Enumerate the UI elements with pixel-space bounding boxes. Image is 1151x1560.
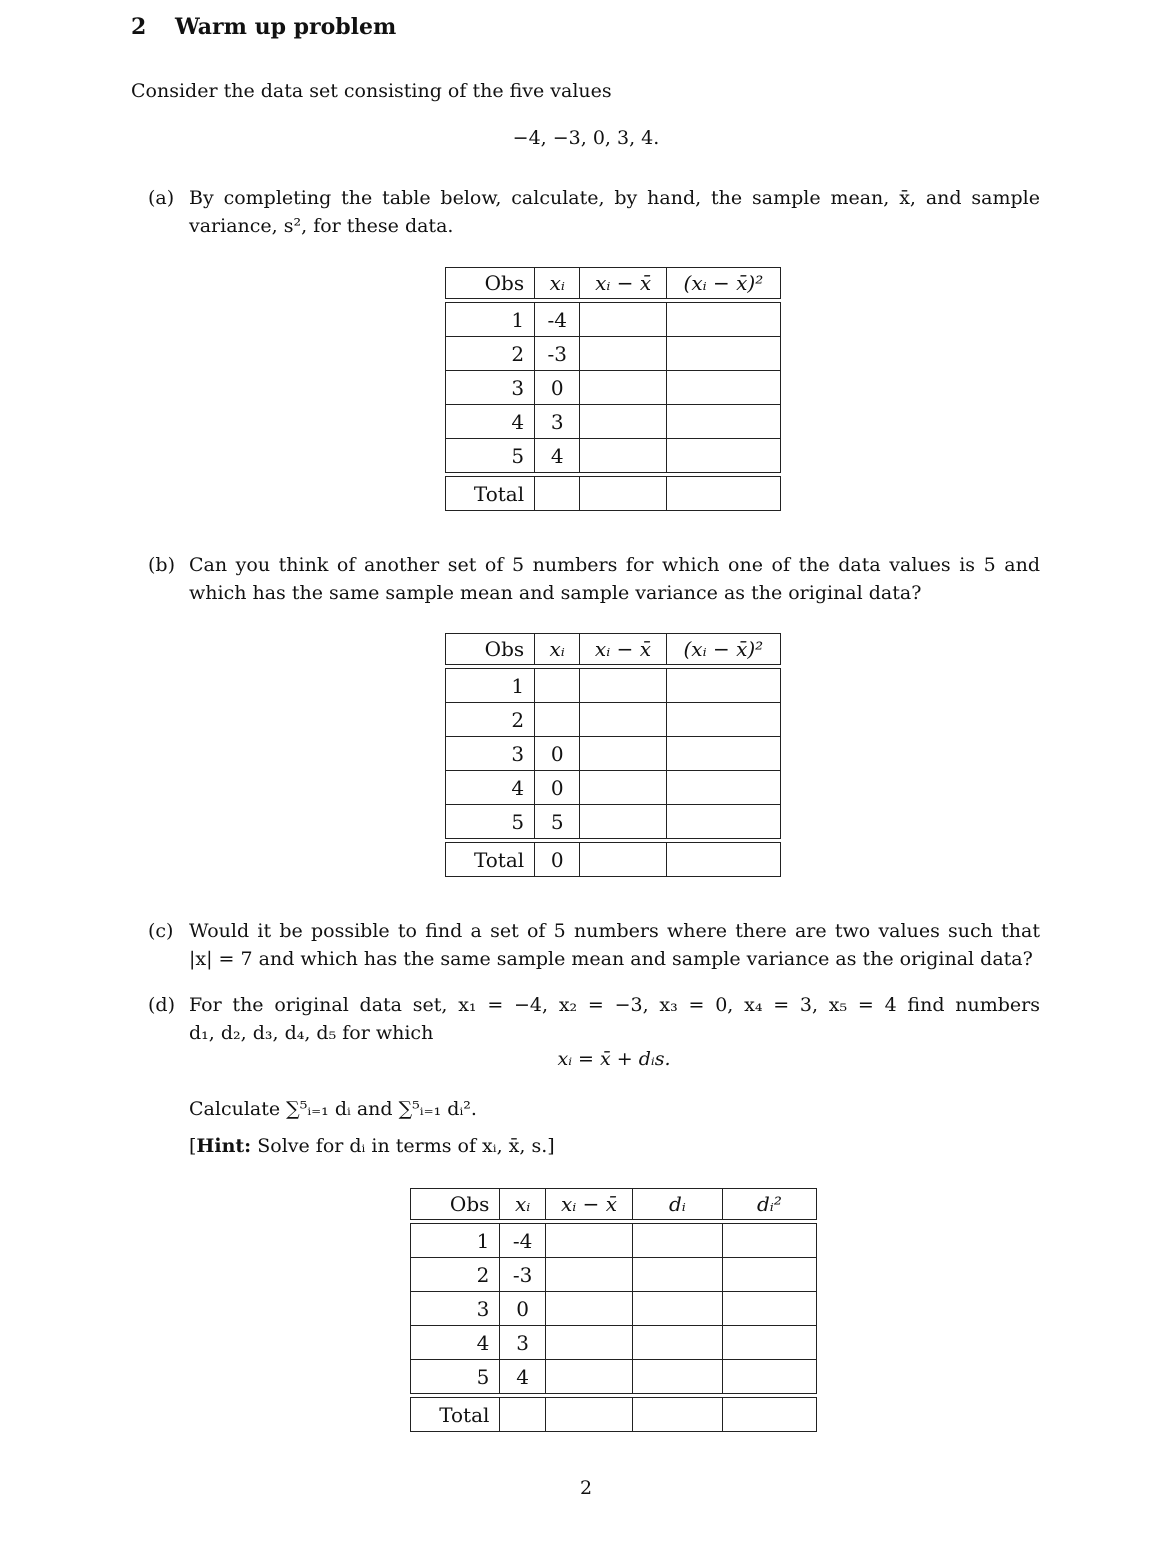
table-cell — [666, 303, 780, 337]
header-cell: xᵢ − x̄ — [580, 634, 666, 665]
table-b — [445, 633, 781, 877]
table-cell — [666, 805, 780, 839]
table-cell — [666, 337, 780, 371]
table-cell — [545, 1258, 632, 1292]
table-row — [411, 1292, 817, 1326]
table-cell — [580, 477, 666, 511]
table-cell: 4 — [411, 1326, 500, 1360]
table-cell: 3 — [535, 405, 580, 439]
table-cell: 0 — [535, 771, 580, 805]
table-cell — [580, 405, 666, 439]
header-cell: Obs — [411, 1189, 500, 1220]
part-c-line1: Would it be possible to find a set of 5 numbers where there are two values such that — [189, 920, 1040, 942]
table-cell: 0 — [535, 843, 580, 877]
table-d — [410, 1188, 817, 1432]
part-b-line2: which has the same sample mean and sample variance as the original data? — [189, 582, 922, 604]
table-cell — [722, 1326, 816, 1360]
table-cell — [580, 805, 666, 839]
table-cell — [632, 1398, 722, 1432]
table-cell — [545, 1326, 632, 1360]
table-cell — [632, 1326, 722, 1360]
page-number: 2 — [579, 1477, 593, 1499]
table-cell — [580, 439, 666, 473]
part-b-label: (b) — [148, 554, 175, 576]
table-cell: -4 — [535, 303, 580, 337]
part-d-calculate: Calculate ∑⁵ᵢ₌₁ dᵢ and ∑⁵ᵢ₌₁ dᵢ². — [189, 1098, 477, 1120]
table-cell — [580, 771, 666, 805]
table-total-row — [411, 1398, 817, 1432]
table-cell: 1 — [446, 303, 535, 337]
table-row — [446, 737, 781, 771]
table-cell: 0 — [535, 371, 580, 405]
table-cell — [535, 477, 580, 511]
table-cell: 4 — [446, 405, 535, 439]
table-cell — [666, 843, 780, 877]
table-cell: 5 — [446, 439, 535, 473]
part-b-text — [189, 551, 1040, 607]
table-cell — [722, 1398, 816, 1432]
table-row — [446, 405, 781, 439]
table-cell — [632, 1258, 722, 1292]
table-cell — [722, 1224, 816, 1258]
part-a-line2: variance, s², for these data. — [189, 215, 454, 237]
table-cell: 1 — [446, 669, 535, 703]
table-cell: 0 — [500, 1292, 546, 1326]
table-cell — [545, 1292, 632, 1326]
part-a-label: (a) — [148, 187, 175, 209]
table-cell — [535, 669, 580, 703]
table-cell: -3 — [500, 1258, 546, 1292]
table-row — [411, 1224, 817, 1258]
table-total-row — [446, 843, 781, 877]
table-cell — [666, 703, 780, 737]
table-cell: 4 — [446, 771, 535, 805]
header-cell: (xᵢ − x̄)² — [666, 268, 780, 299]
part-d-text — [189, 991, 1040, 1047]
table-header-row — [411, 1189, 817, 1220]
table-row — [411, 1326, 817, 1360]
part-d-hint: [Hint: Solve for dᵢ in terms of xᵢ, x̄, s.] — [189, 1135, 555, 1157]
table-cell: 3 — [446, 371, 535, 405]
part-d-line2: d₁, d₂, d₃, d₄, d₅ for which — [189, 1022, 434, 1044]
table-cell — [580, 737, 666, 771]
part-d-line1: For the original data set, x₁ = −4, x₂ = −3, x₃ = 0, x₄ = 3, x₅ = 4 find numbers — [189, 994, 1040, 1016]
table-cell — [722, 1360, 816, 1394]
header-cell: xᵢ — [500, 1189, 546, 1220]
table-row — [446, 439, 781, 473]
table-cell — [545, 1360, 632, 1394]
part-a-line1: By completing the table below, calculate, by hand, the sample mean, x̄, and sample — [189, 187, 1040, 209]
table-cell — [722, 1258, 816, 1292]
header-cell: Obs — [446, 634, 535, 665]
table-cell — [666, 477, 780, 511]
header-cell: xᵢ − x̄ — [545, 1189, 632, 1220]
table-cell: 2 — [411, 1258, 500, 1292]
header-cell: dᵢ — [632, 1189, 722, 1220]
table-cell: 5 — [411, 1360, 500, 1394]
table-cell — [500, 1398, 546, 1432]
table-cell: -4 — [500, 1224, 546, 1258]
table-cell — [580, 337, 666, 371]
table-row — [411, 1360, 817, 1394]
intro-text: Consider the data set consisting of the five values — [131, 80, 612, 102]
table-cell — [580, 843, 666, 877]
table-row — [411, 1258, 817, 1292]
table-cell — [666, 371, 780, 405]
table-cell: 3 — [500, 1326, 546, 1360]
intro-values: −4, −3, 0, 3, 4. — [512, 127, 660, 149]
table-cell: 3 — [411, 1292, 500, 1326]
table-cell: -3 — [535, 337, 580, 371]
header-cell: dᵢ² — [722, 1189, 816, 1220]
table-cell — [535, 703, 580, 737]
table-cell: 4 — [535, 439, 580, 473]
table-cell: 2 — [446, 703, 535, 737]
table-row — [446, 337, 781, 371]
header-cell: xᵢ — [535, 634, 580, 665]
table-cell — [580, 703, 666, 737]
table-cell: 5 — [446, 805, 535, 839]
hint-text: Solve for dᵢ in terms of xᵢ, x̄, s. — [257, 1135, 548, 1157]
table-cell: Total — [446, 843, 535, 877]
table-cell: Total — [446, 477, 535, 511]
table-cell: 4 — [500, 1360, 546, 1394]
section-title: Warm up problem — [175, 14, 397, 40]
part-d-equation: xᵢ = x̄ + dᵢs. — [557, 1048, 671, 1070]
table-cell — [545, 1398, 632, 1432]
table-row — [446, 371, 781, 405]
table-cell — [666, 669, 780, 703]
table-row — [446, 703, 781, 737]
table-cell — [580, 371, 666, 405]
table-header-row — [446, 634, 781, 665]
part-c-label: (c) — [148, 920, 174, 942]
table-cell — [666, 439, 780, 473]
table-cell — [580, 303, 666, 337]
table-cell — [666, 737, 780, 771]
table-total-row — [446, 477, 781, 511]
table-cell — [666, 771, 780, 805]
table-cell — [545, 1224, 632, 1258]
table-a — [445, 267, 781, 511]
table-cell — [632, 1224, 722, 1258]
header-cell: (xᵢ − x̄)² — [666, 634, 780, 665]
header-cell: xᵢ — [535, 268, 580, 299]
table-row — [446, 669, 781, 703]
part-c-line2: |x| = 7 and which has the same sample mean and sample variance as the original data? — [189, 948, 1033, 970]
part-b-line1: Can you think of another set of 5 numbers for which one of the data values is 5 and — [189, 554, 1040, 576]
table-header-row — [446, 268, 781, 299]
table-cell: 2 — [446, 337, 535, 371]
hint-label: Hint: — [196, 1135, 252, 1157]
table-row — [446, 303, 781, 337]
header-cell: Obs — [446, 268, 535, 299]
part-a-text — [189, 184, 1040, 240]
table-cell: 5 — [535, 805, 580, 839]
table-cell — [722, 1292, 816, 1326]
table-cell — [632, 1360, 722, 1394]
table-row — [446, 771, 781, 805]
table-cell: Total — [411, 1398, 500, 1432]
table-cell: 3 — [446, 737, 535, 771]
section-number: 2 — [131, 14, 147, 40]
table-cell — [632, 1292, 722, 1326]
table-cell — [580, 669, 666, 703]
part-c-text — [189, 917, 1040, 973]
table-cell: 0 — [535, 737, 580, 771]
table-cell: 1 — [411, 1224, 500, 1258]
table-cell — [666, 405, 780, 439]
part-d-label: (d) — [148, 994, 175, 1016]
table-row — [446, 805, 781, 839]
header-cell: xᵢ − x̄ — [580, 268, 666, 299]
